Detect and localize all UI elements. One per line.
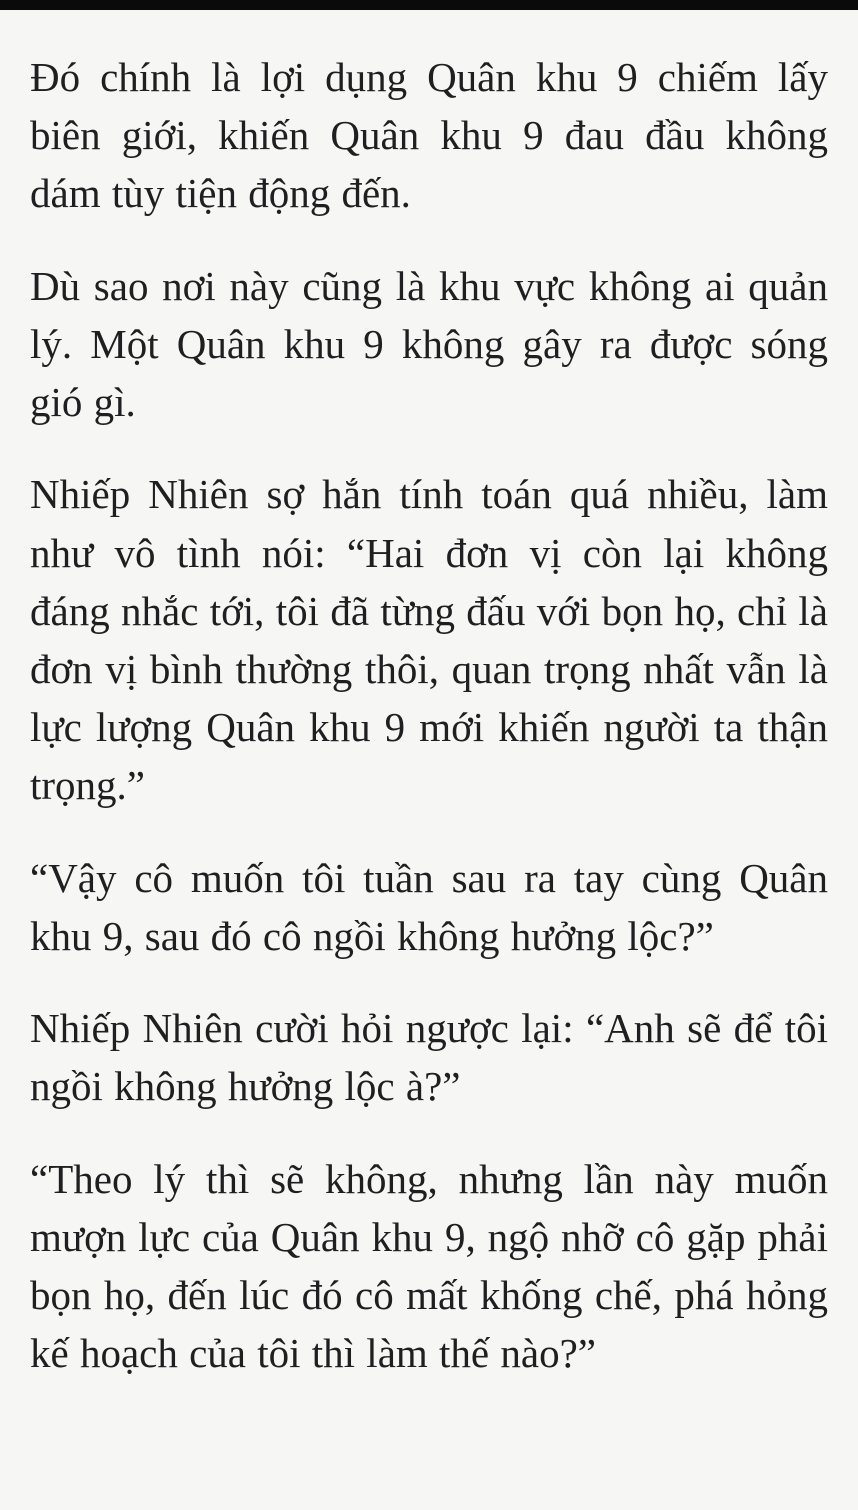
paragraph: “Vậy cô muốn tôi tuần sau ra tay cùng Quân khu 9, sau đó cô ngồi không hưởng lộc?” xyxy=(30,854,828,959)
paragraph: Nhiếp Nhiên sợ hắn tính toán quá nhiều, làm như vô tình nói: “Hai đơn vị còn lại không đáng nhắc tới, tôi đã từng đấu với bọn họ, chỉ là đơn vị bình thường thôi, quan trọng nhất vẫn là lực lượng Quân khu 9 mới khiến người ta thận trọng.” xyxy=(30,471,828,809)
paragraph: Dù sao nơi này cũng là khu vực không ai quản lý. Một Quân khu 9 không gây ra được sóng gió gì. xyxy=(30,262,828,426)
reader-page[interactable] xyxy=(0,10,858,1382)
top-letterbox-bar xyxy=(0,0,858,10)
paragraph: Đó chính là lợi dụng Quân khu 9 chiếm lấy biên giới, khiến Quân khu 9 đau đầu không dám tùy tiện động đến. xyxy=(30,54,828,217)
paragraph: “Theo lý thì sẽ không, nhưng lần này muốn mượn lực của Quân khu 9, ngộ nhỡ cô gặp phải bọn họ, đến lúc đó cô mất khống chế, phá hỏng kế hoạch của tôi thì làm thế nào?” xyxy=(30,1155,828,1377)
paragraph: Nhiếp Nhiên cười hỏi ngược lại: “Anh sẽ để tôi ngồi không hưởng lộc à?” xyxy=(30,1005,828,1110)
